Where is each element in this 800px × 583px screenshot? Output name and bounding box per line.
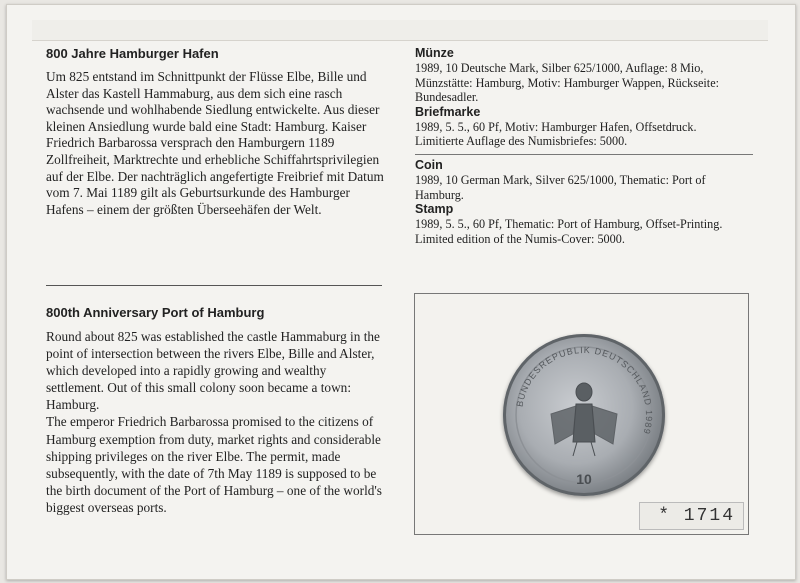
- english-text-1: Round about 825 was established the castle Hammaburg in the point of intersection between the rivers Elbe, Bille and Alster, which developed into a rapidly growing and wealthy settlement. Out of this small colony soon became a town: Hamburg.: [46, 329, 380, 413]
- serial-number: * 1714: [639, 502, 744, 530]
- coin-rim-text: BUNDESREPUBLIK DEUTSCHLAND 1989: [514, 344, 655, 436]
- coin-window: [414, 293, 749, 535]
- german-title: 800 Jahre Hamburger Hafen: [46, 46, 219, 61]
- details-divider: [415, 154, 753, 155]
- coin-title: Coin: [415, 157, 443, 172]
- stamp-text: 1989, 5. 5., 60 Pf, Thematic: Port of Hamburg, Offset-Printing.: [415, 217, 723, 232]
- briefmarke-text: 1989, 5. 5., 60 Pf, Motiv: Hamburger Hafen, Offsetdruck.: [415, 119, 697, 134]
- coin-denomination: 10: [576, 471, 592, 487]
- briefmarke-title: Briefmarke: [415, 104, 481, 119]
- german-section: [46, 46, 384, 218]
- english-section: [46, 305, 384, 516]
- stamp-title: Stamp: [415, 202, 454, 217]
- coin-image: [503, 334, 665, 496]
- limitierte-text: Limitierte Auflage des Numisbriefes: 5000.: [415, 134, 628, 149]
- german-text: Um 825 entstand im Schnittpunkt der Flüsse Elbe, Bille und Alster das Kastell Hammaburg, aus dem sich eine rasch wachsende und wohlhabende Siedlung entwickelte. Aus dieser kleinen Ansiedlung wurde bald eine Stadt: Hamburg. Kaiser Friedrich Barbarossa versprach den Hamburgern 1189 Zollfreiheit, Marktrechte und erhebliche Schiffahrtsprivilegien auf der Elbe. Der nachträglich angefertigte Freibrief mit Datum vom 7. Mai 1189 gilt als Geburtsurkunde des Hamburger Hafens – einem der größten Überseehäfen der Welt.: [46, 69, 384, 217]
- section-divider: [46, 285, 382, 286]
- coin-text: 1989, 10 German Mark, Silver 625/1000, Thematic: Port of Hamburg.: [415, 172, 706, 202]
- details-section: [415, 46, 753, 246]
- envelope-flap: [32, 20, 768, 41]
- muenze-text: 1989, 10 Deutsche Mark, Silber 625/1000, Auflage: 8 Mio, Münzstätte: Hamburg, Motiv: Hamburger Wappen, Rückseite: Bundesadler.: [415, 61, 719, 105]
- english-title: 800th Anniversary Port of Hamburg: [46, 305, 265, 320]
- english-text-2: The emperor Friedrich Barbarossa promised to the citizens of Hamburg exemption from duty, market rights and considerable shipping privileges on the river Elbe. The permit, made subsequently, with the date of 7th May 1189 is supposed to be the birth document of the Port of Hamburg – one of the world's biggest overseas ports.: [46, 414, 382, 515]
- muenze-title: Münze: [415, 46, 454, 60]
- coin-eagle-icon: [503, 334, 665, 496]
- limited-text: Limited edition of the Numis-Cover: 5000.: [415, 231, 625, 246]
